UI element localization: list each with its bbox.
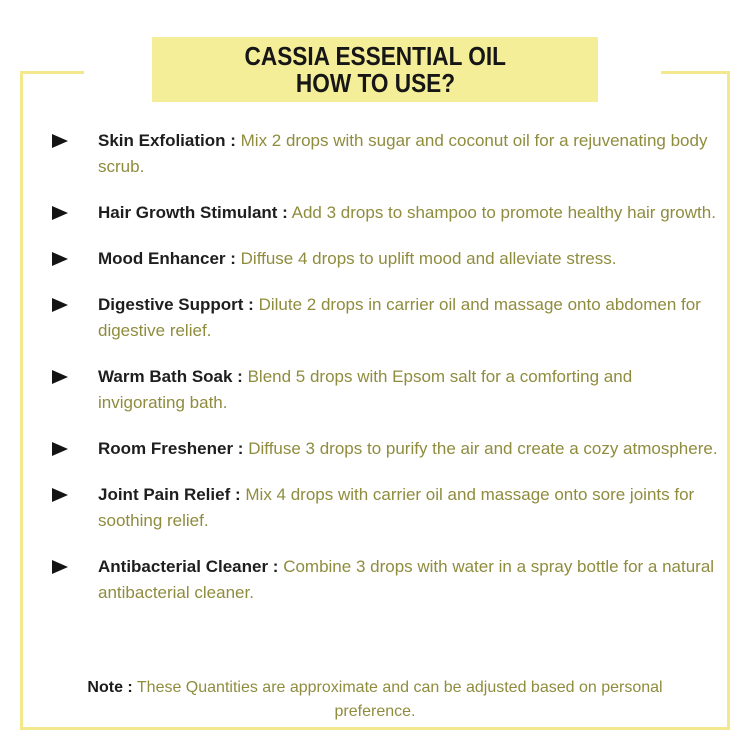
list-item: [52, 246, 722, 272]
list-item-text: [98, 246, 722, 272]
bullet-arrow-icon: [52, 560, 86, 574]
list-item-text: [98, 292, 722, 344]
bullet-arrow-icon: [52, 370, 86, 384]
item-description: Diffuse 3 drops to purify the air and create a cozy atmosphere.: [248, 439, 718, 458]
note-label: Note :: [87, 679, 133, 696]
list-item: [52, 364, 722, 416]
list-item-text: [98, 554, 722, 606]
item-description: Mix 2 drops with sugar and coconut oil for a rejuvenating body scrub.: [98, 131, 708, 176]
bullet-arrow-icon: [52, 252, 86, 266]
item-label: Antibacterial Cleaner :: [98, 557, 279, 576]
usage-list: [52, 128, 722, 626]
frame-line-bottom: [20, 727, 730, 730]
frame-line-top-right: [661, 71, 730, 74]
list-item-text: [98, 364, 722, 416]
frame-line-left: [20, 71, 23, 730]
list-item: [52, 128, 722, 180]
page-title-line1: CASSIA ESSENTIAL OIL: [244, 40, 506, 71]
list-item-text: [98, 128, 722, 180]
bullet-arrow-icon: [52, 442, 86, 456]
bullet-arrow-icon: [52, 134, 86, 148]
list-item: [52, 554, 722, 606]
list-item-text: [98, 436, 722, 462]
note: [85, 676, 665, 724]
list-item-text: [98, 482, 722, 534]
list-item: [52, 482, 722, 534]
item-description: Blend 5 drops with Epsom salt for a comforting and invigorating bath.: [98, 367, 633, 412]
bullet-arrow-icon: [52, 488, 86, 502]
item-label: Digestive Support :: [98, 295, 254, 314]
item-description: Mix 4 drops with carrier oil and massage onto sore joints for soothing relief.: [98, 485, 695, 530]
list-item-text: [98, 200, 722, 226]
item-label: Mood Enhancer :: [98, 249, 236, 268]
page-title-line2: HOW TO USE?: [295, 67, 455, 98]
bullet-arrow-icon: [52, 298, 86, 312]
item-label: Joint Pain Relief :: [98, 485, 241, 504]
item-description: Dilute 2 drops in carrier oil and massage onto abdomen for digestive relief.: [98, 295, 701, 340]
item-label: Room Freshener :: [98, 439, 244, 458]
list-item: [52, 436, 722, 462]
item-description: Add 3 drops to shampoo to promote healthy hair growth.: [291, 203, 716, 222]
list-item: [52, 292, 722, 344]
item-description: Combine 3 drops with water in a spray bottle for a natural antibacterial cleaner.: [98, 557, 715, 602]
frame-line-top-left: [20, 71, 84, 74]
item-label: Warm Bath Soak :: [98, 367, 243, 386]
frame-line-right: [727, 71, 730, 730]
item-description: Diffuse 4 drops to uplift mood and alleviate stress.: [240, 249, 617, 268]
note-text: These Quantities are approximate and can be adjusted based on personal preference.: [136, 679, 663, 720]
bullet-arrow-icon: [52, 206, 86, 220]
list-item: [52, 200, 722, 226]
item-label: Hair Growth Stimulant :: [98, 203, 288, 222]
item-label: Skin Exfoliation :: [98, 131, 236, 150]
header-banner: [152, 37, 598, 102]
